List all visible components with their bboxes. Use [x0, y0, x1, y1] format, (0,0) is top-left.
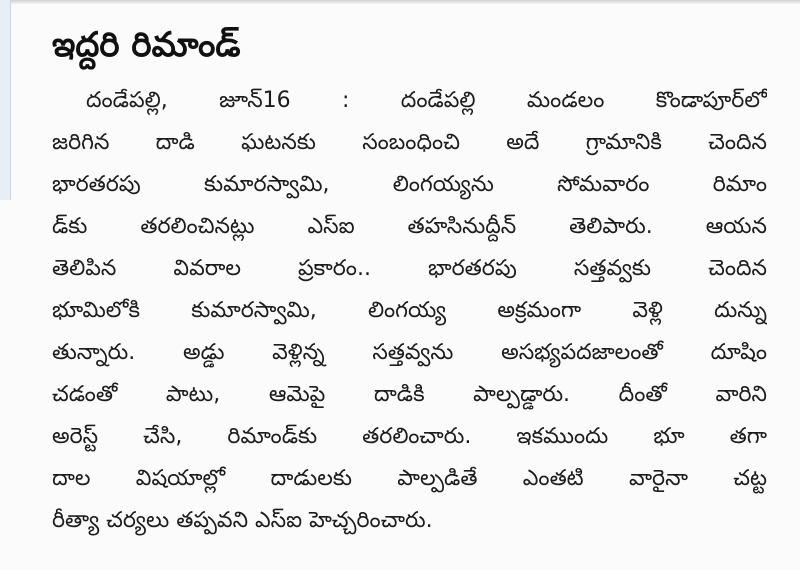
article-line: డ్‌కు తరలించినట్లు ఎస్‌ఐ తహసినుద్దీన్ తెలిపారు. ఆయన: [52, 214, 767, 239]
top-divider: [10, 0, 800, 4]
article-line: తున్నారు. అడ్డు వెళ్లిన్న సత్తవ్వను అసభ్యపదజాలంతో దూషిం: [52, 340, 767, 365]
article-line: జరిగిన దాడి ఘటనకు సంబంధించి అదే గ్రామానికి చెందిన: [52, 130, 767, 155]
article-line: అరెస్ట్ చేసి, రిమాండ్‌కు తరలించారు. ఇకముందు భూ తగా: [52, 424, 767, 449]
article-line: దాల విషయాల్లో దాడులకు పాల్పడితే ఎంతటి వారైనా చట్ట: [52, 466, 767, 491]
article-line: తెలిపిన వివరాల ప్రకారం.. భారతరపు సత్తవ్వకు చెందిన: [52, 256, 767, 281]
article-line: రీత్యా చర్యలు తప్పవని ఎస్‌ఐ హెచ్చరించారు.: [52, 508, 433, 533]
news-article: [52, 20, 767, 542]
article-line: భారతరపు కుమారస్వామి, లింగయ్యను సోమవారం రిమాం: [52, 172, 767, 197]
adjacent-column-edge: [0, 0, 11, 200]
article-line: దండేపల్లి, జూన్16 : దండేపల్లి మండలం కొండాపూర్‌లో: [86, 88, 767, 113]
article-body: [52, 80, 767, 542]
article-headline: ఇద్దరి రిమాండ్: [52, 25, 241, 65]
article-line: భూమిలోకి కుమారస్వామి, లింగయ్య అక్రమంగా వెళ్లి దున్ను: [52, 298, 767, 323]
article-line: చడంతో పాటు, ఆమెపై దాడికి పాల్పడ్డారు. దీంతో వారిని: [52, 382, 767, 407]
